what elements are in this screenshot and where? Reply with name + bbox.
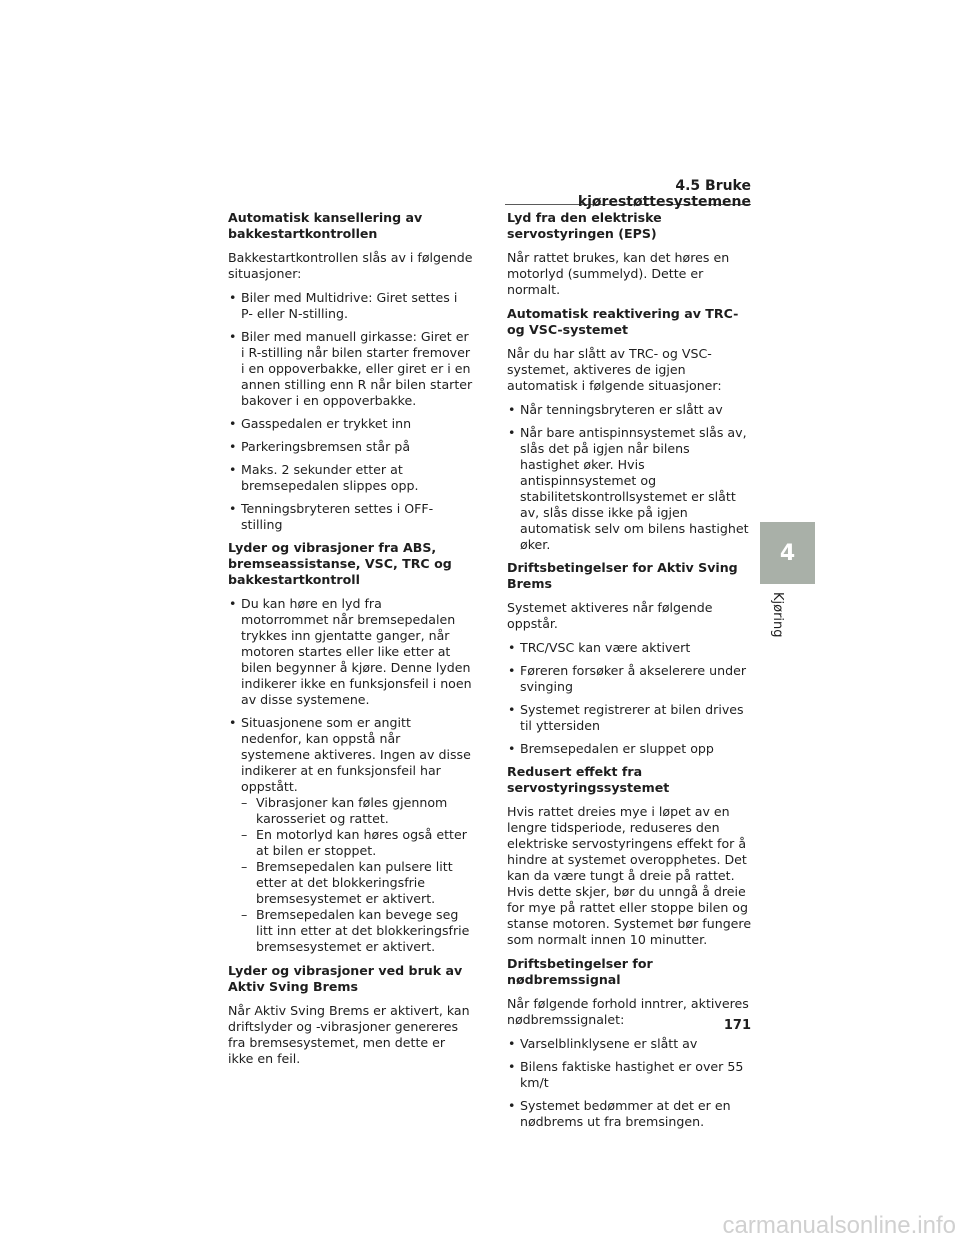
list-item: • Varselblinklysene er slått av — [507, 1036, 752, 1052]
list-item: • TRC/VSC kan være aktivert — [507, 640, 752, 656]
heading-auto-cancel-hill-start: Automatisk kansellering av bakkestartkontrollen — [228, 210, 423, 241]
list-item: • Maks. 2 sekunder etter at bremsepedalen slippes opp. — [228, 462, 473, 494]
sublist-symptoms — [228, 795, 473, 955]
list-sounds-vibrations — [228, 596, 473, 795]
list-item: • Systemet registrerer at bilen drives til yttersiden — [507, 702, 752, 734]
list-item: • Bremsepedalen er sluppet opp — [507, 741, 752, 757]
sublist-item — [228, 859, 473, 907]
list-item: • Parkeringsbremsen står på — [228, 439, 473, 455]
sublist-item-text: Bremsepedalen kan bevege seg litt inn etter at det blokkeringsfrie bremsesystemet er aktivert. — [256, 907, 470, 954]
list-item: • Du kan høre en lyd fra motorrommet når bremsepedalen trykkes inn gjentatte ganger, når motoren startes eller like etter at bilen begynner å kjøre. Denne lyden indikerer ikke en funksjonsfeil i noen av disse systemene. — [228, 596, 473, 708]
section-title: 4.5 Bruke kjørestøttesystemene — [577, 178, 751, 210]
list-item: • Systemet bedømmer at det er en nødbrems ut fra bremsingen. — [507, 1098, 752, 1130]
dash-marker: – — [241, 827, 248, 842]
paragraph-emergency-brake-intro: Når følgende forhold inntrer, aktiveres nødbremssignalet: — [507, 996, 749, 1027]
paragraph-auto-cancel-intro: Bakkestartkontrollen slås av i følgende situasjoner: — [228, 250, 473, 281]
chapter-number: 4 — [779, 540, 796, 566]
heading-reduced-steering-assist: Redusert effekt fra servostyringssystemet — [507, 764, 670, 795]
heading-active-cornering-conditions: Driftsbetingelser for Aktiv Sving Brems — [507, 560, 738, 591]
heading-active-cornering-brake-sounds: Lyder og vibrasjoner ved bruk av Aktiv Sving Brems — [228, 963, 463, 994]
list-item: • Føreren forsøker å akselerere under svinging — [507, 663, 752, 695]
sublist-item-text: Bremsepedalen kan pulsere litt etter at det blokkeringsfrie bremsesystemet er aktivert. — [256, 859, 453, 906]
sublist-item — [228, 795, 473, 827]
watermark: carmanualsonline.info — [722, 1212, 956, 1239]
list-active-cornering — [507, 640, 752, 757]
list-auto-cancel — [228, 290, 473, 533]
list-item: • Biler med manuell girkasse: Giret er i R-stilling når bilen starter fremover i en oppoverbakke, eller giret er i en annen stilling enn R når bilen starter bakover i en oppoverbakke. — [228, 329, 473, 409]
list-item — [228, 715, 473, 795]
sublist-item — [228, 907, 473, 955]
paragraph-eps-sound: Når rattet brukes, kan det høres en motorlyd (summelyd). Dette er normalt. — [507, 250, 730, 297]
list-item: • Når bare antispinnsystemet slås av, slås det på igjen når bilens hastighet øker. Hvis antispinnsystemet og stabilitetskontrollsystemet er slått av, slås disse ikke på igjen automatisk selv om bilens hastighet øker. — [507, 425, 752, 553]
list-item: • Gasspedalen er trykket inn — [228, 416, 473, 432]
dash-marker: – — [241, 907, 248, 922]
heading-trc-vsc-reactivation: Automatisk reaktivering av TRC- og VSC-systemet — [507, 306, 739, 337]
page-number: 171 — [723, 1018, 751, 1033]
section-header — [505, 178, 751, 210]
sublist-item — [228, 827, 473, 859]
sublist-item-text: Vibrasjoner kan føles gjennom karosseriet og rattet. — [256, 795, 448, 826]
left-column — [228, 210, 473, 1075]
list-item: • Tenningsbryteren settes i OFF-stilling — [228, 501, 473, 533]
paragraph-trc-vsc-intro: Når du har slått av TRC- og VSC-systemet, aktiveres de igjen automatisk i følgende situasjoner: — [507, 346, 722, 393]
list-item: • Biler med Multidrive: Giret settes i P- eller N-stilling. — [228, 290, 473, 322]
heading-eps-sound: Lyd fra den elektriske servostyringen (EPS) — [507, 210, 662, 241]
chapter-label: Kjøring — [770, 592, 785, 638]
paragraph-active-cornering-brake-sounds: Når Aktiv Sving Brems er aktivert, kan driftslyder og -vibrasjoner genereres fra bremsesystemet, men dette er ikke en feil. — [228, 1003, 470, 1066]
paragraph-reduced-steering-assist: Hvis rattet dreies mye i løpet av en lengre tidsperiode, reduseres den elektriske servostyringens effekt for å hindre at systemet overopphetes. Det kan da være tungt å dreie på rattet. Hvis dette skjer, bør du unngå å dreie for mye på rattet eller stoppe bilen og stanse motoren. Systemet bør fungere som normalt innen 10 minutter. — [507, 804, 752, 947]
list-emergency-brake — [507, 1036, 752, 1130]
right-column — [507, 210, 752, 1137]
heading-emergency-brake-signal: Driftsbetingelser for nødbremssignal — [507, 956, 653, 987]
sublist-item-text: En motorlyd kan høres også etter at bilen er stoppet. — [256, 827, 467, 858]
paragraph-active-cornering-intro: Systemet aktiveres når følgende oppstår. — [507, 600, 713, 631]
list-item-text: Situasjonene som er angitt nedenfor, kan oppstå når systemene aktiveres. Ingen av disse indikerer at en funksjonsfeil har oppstått. — [241, 715, 471, 794]
dash-marker: – — [241, 795, 248, 810]
list-item: • Når tenningsbryteren er slått av — [507, 402, 752, 418]
list-item: • Bilens faktiske hastighet er over 55 km/t — [507, 1059, 752, 1091]
dash-marker: – — [241, 859, 248, 874]
chapter-tab — [760, 522, 815, 584]
list-trc-vsc — [507, 402, 752, 553]
heading-sounds-vibrations-abs: Lyder og vibrasjoner fra ABS, bremseassistanse, VSC, TRC og bakkestartkontroll — [228, 540, 452, 587]
